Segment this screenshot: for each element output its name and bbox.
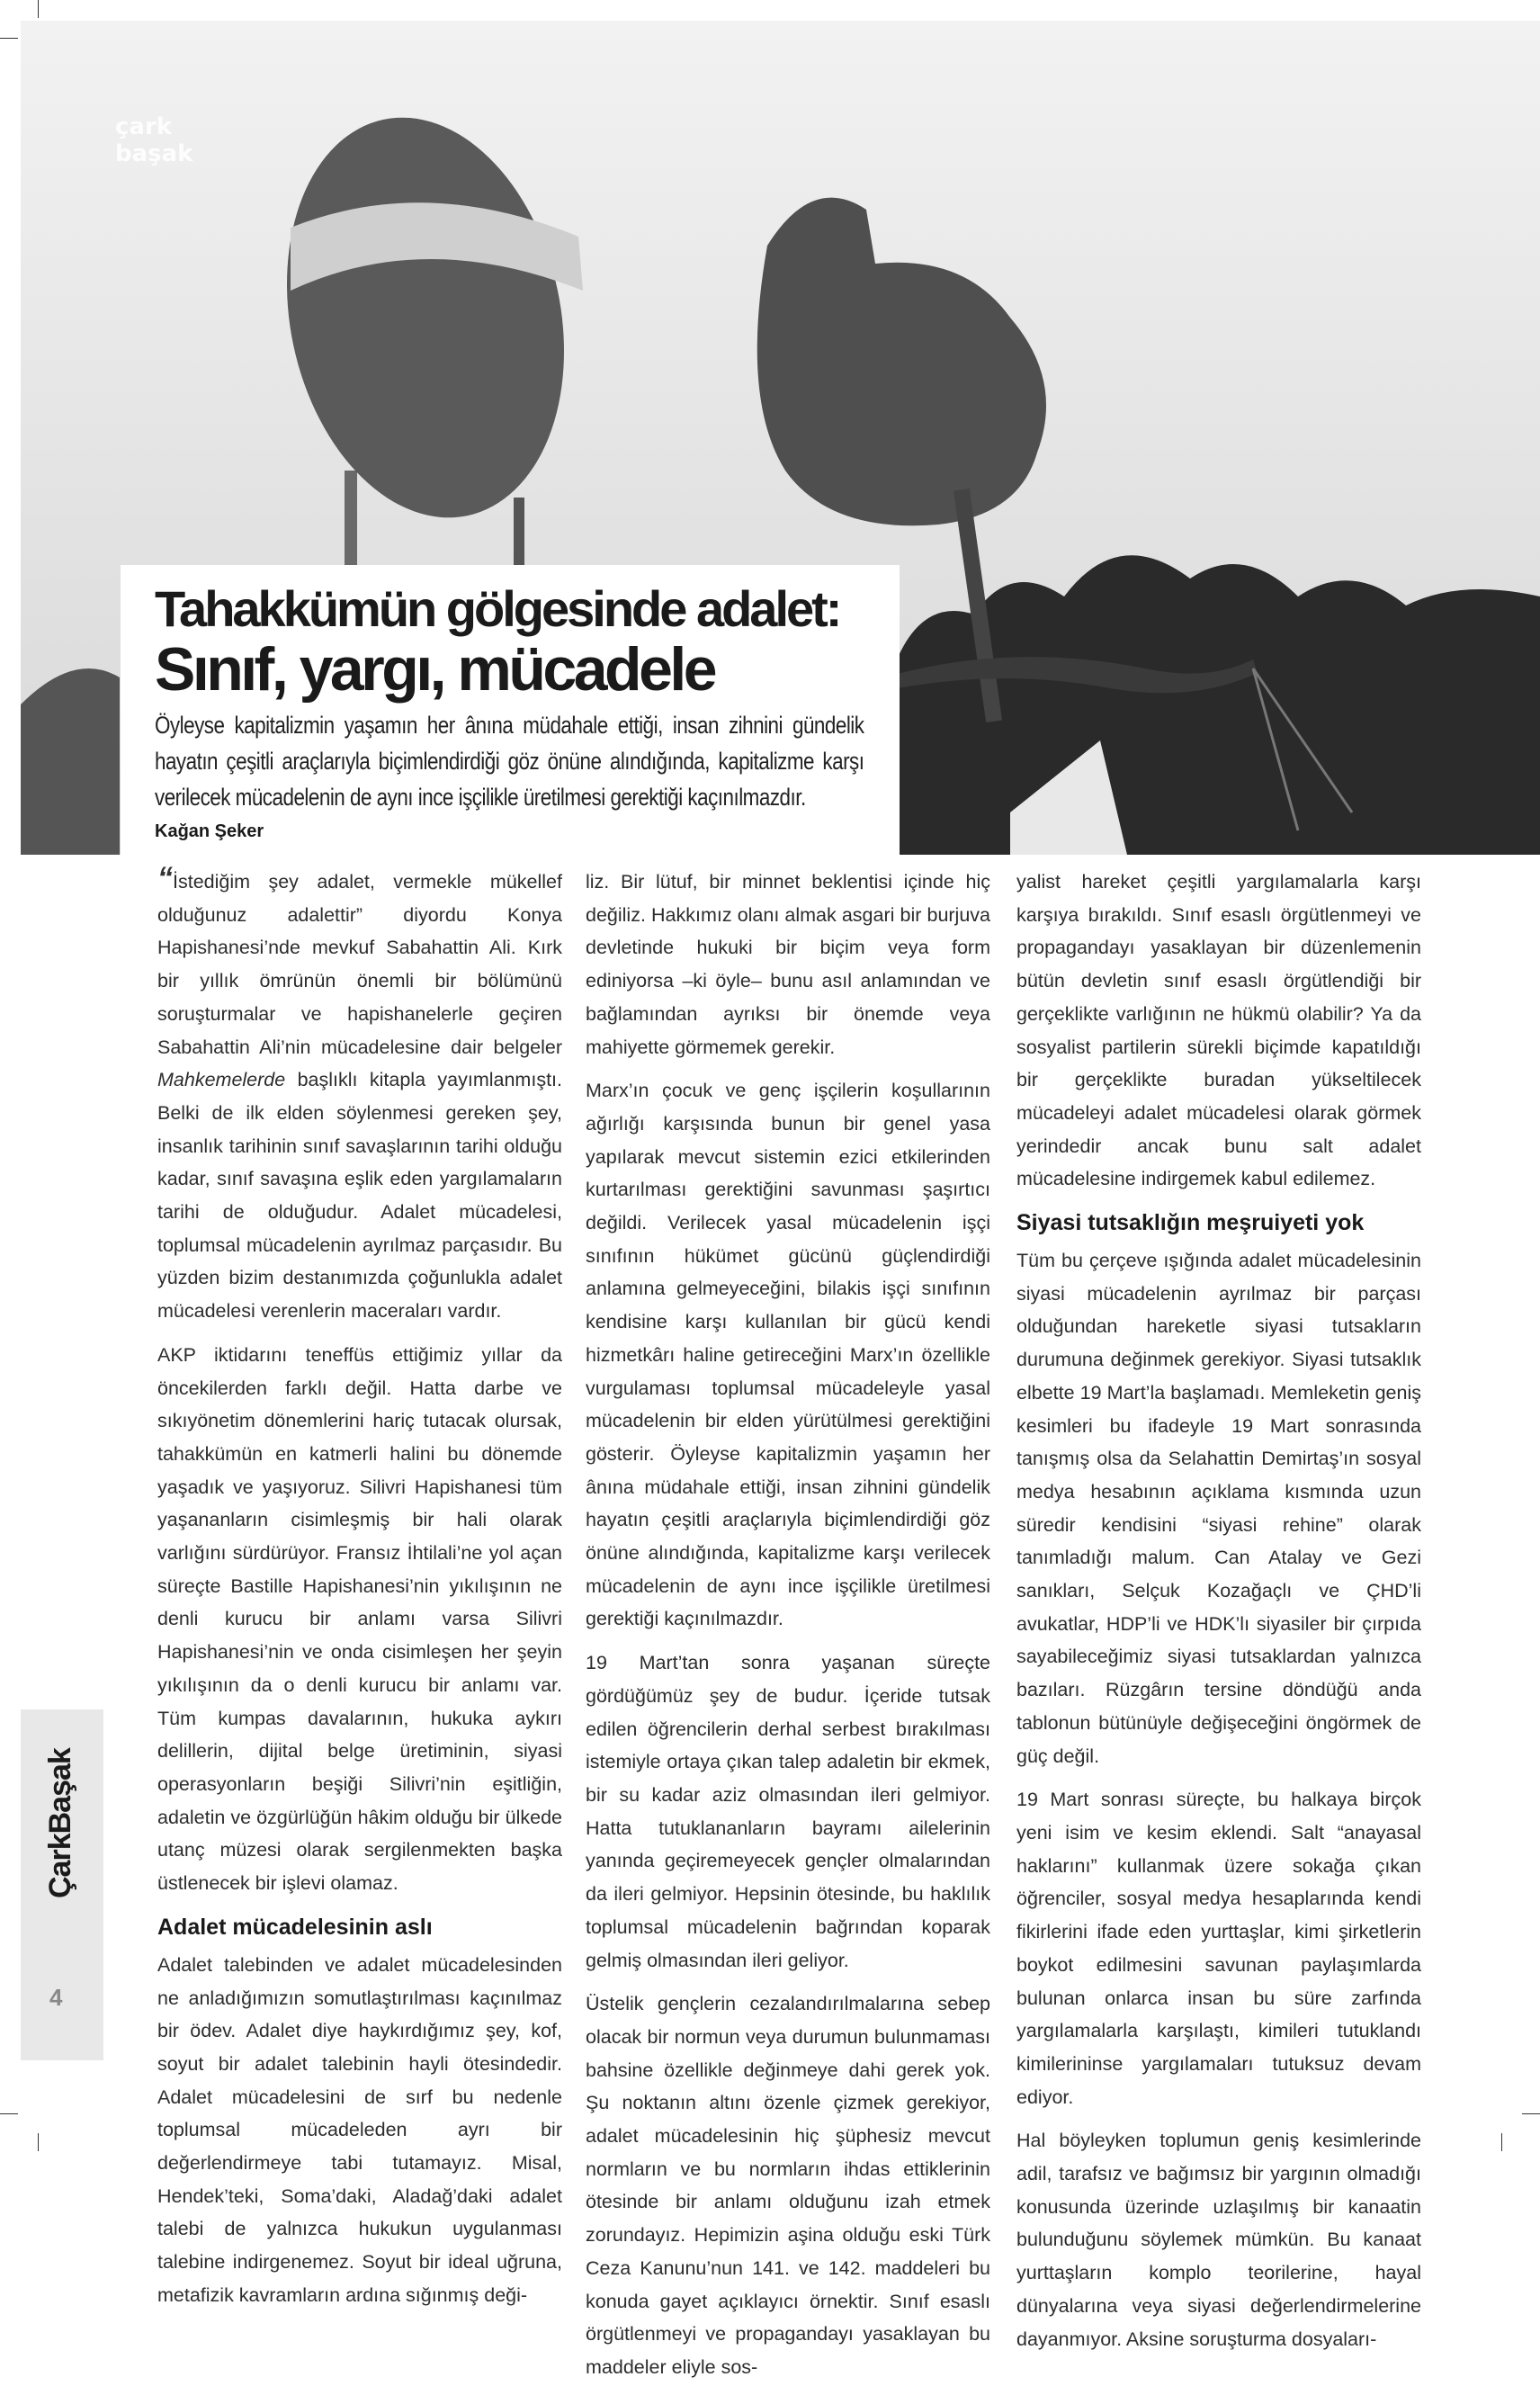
quote-mark: “ — [157, 861, 173, 895]
text: başlıklı kitapla yayımlanmıştı. Belki de ilk elden söylenmesi gereken şey, insanlık tarihinin sınıf savaşlarının tarihi olduğu kadar, sınıf savaşına eşlik eden yargılamaların tarihi de olduğudur. Adalet mücadelesi, toplumsal mücadelenin ayrılmaz parçasıdır. Bu yüzden bizim destanımızda çoğunlukla adalet mücadelesi verenlerin maceraları vardır. — [157, 1069, 562, 1323]
section-heading: Siyasi tutsaklığın meşruiyeti yok — [1016, 1210, 1365, 1236]
paragraph: Üstelik gençlerin cezalandırılmalarına sebep olacak bir normun veya durumun bulunmaması bahsine özellikle değinmeye dahi gerek yok. Şu noktanın altını özenle çizmek gerekiyor, adalet mücadelesinin hiç şüphesiz mevcut normların ve bu normların ihdas ettiklerinin ötesinde bir anlamı olduğunu izah etmek zorundayız. Hepimizin aşina olduğu eski Türk Ceza Kanunu’nun 141. ve 142. maddeleri bu konuda gayet açıklayıcı örnektir. Sınıf esaslı örgütlenmeyi ve propagandayı yasaklayan bu maddeler eliyle sos- — [586, 1993, 990, 2378]
subheadline: Sınıf, yargı, mücadele — [155, 635, 715, 704]
paragraph: Marx’ın çocuk ve genç işçilerin koşullarının ağırlığı karşısında bunun bir genel yasa yapılarak mevcut sistemin ezici etkilerinden kurtarılması gerektiğini savunması şaşırtıcı değildi. Verilecek yasal mücadelenin işçi sınıfının hükümet gücünü güçlendirdiği anlamına gelmeyeceğini, bilakis işçi sınıfının kendisine karşı kullanılan bir gücü kendi hizmetkârı haline getireceğini Marx’ın özellikle vurgulaması toplumsal mücadeleyle yasal mücadelenin bir elden yürütülmesi gerektiğini gösterir. Öyleyse kapitalizmin yaşamın her ânına müdahale ettiği, insan zihnini gündelik hayatın çeşitli araçlarıyla biçimlendirdiği göz önüne alındığında, kapitalizme karşı verilecek mücadelenin de aynı ince işçilikle üretilmesi gerektiği kaçınılmazdır. — [586, 1080, 990, 1630]
book-title: Mahkemelerde — [157, 1069, 286, 1091]
crop-mark — [1522, 2113, 1540, 2114]
paragraph: yalist hareket çeşitli yargılamalarla karşı karşıya bırakıldı. Sınıf esaslı örgütlenmeyi ve propagandayı yasaklayan bir düzenlemenin bütün devletin sınıf esaslı örgütlendiği bir gerçeklikte varlığının ne hükmü olabilir? Ya da sosyalist partilerin sürekli biçimde kapatıldığı bir gerçeklikte buradan yükseltilecek mücadeleyi adalet mücadelesi olarak görmek yerindedir ancak bunu salt adalet mücadelesine indirgemek kabul edilemez. — [1016, 871, 1421, 1190]
column-3 — [1016, 866, 1421, 2366]
magazine-logo — [115, 113, 192, 167]
crop-mark — [38, 0, 39, 18]
paragraph: Adalet talebinden ve adalet mücadelesinden ne anladığımızın somutlaştırılması kaçınılmaz bir ödev. Adalet diye haykırdığımız şey, kof, soyut bir adalet talebinin hayli ötesindedir. Adalet mücadelesini de sırf bu nedenle toplumsal mücadeleden ayrı bir değerlendirmeye tabi tutamayız. Misal, Hendek’teki, Soma’daki, Aladağ’daki adalet talebi de yalnızca hukukun uygulanması talebine indirgenemez. Soyut bir ideal uğruna, metafizik kavramların ardına sığınmış deği- — [157, 1953, 562, 2306]
column-2 — [586, 866, 990, 2395]
paragraph: Tüm bu çerçeve ışığında adalet mücadelesinin siyasi mücadelenin ayrılmaz bir parçası olduğundan hareketle siyasi tutsakların durumuna değinmek gerekiyor. Siyasi tutsaklık elbette 19 Mart’la başlamadı. Memleketin geniş kesimleri bu ifadeyle 19 Mart sonrasında tanışmış olsa da Selahattin Demirtaş’ın sosyal medya hesabının açıklama kısmında uzun süredir kendisini “siyasi rehine” olarak tanımladığı malum. Can Atalay ve Gezi sanıkları, Selçuk Kozağaçlı ve ÇHD’li avukatlar, HDP’li ve HDK’lı siyasiler bir çırpıda sayabileceğimiz siyasi tutsaklardan yalnızca bazıları. Rüzgârın tersine döndüğü anda tablonun bütünüyle değişeceğini öngörmek de güç değil. — [1016, 1250, 1421, 1767]
crop-mark — [38, 2133, 39, 2151]
crop-mark — [0, 38, 18, 39]
column-1 — [157, 861, 562, 2323]
paragraph: liz. Bir lütuf, bir minnet beklentisi içinde hiç değiliz. Hakkımız olanı almak asgari bir burjuva devletinde hukuki bir biçim veya form ediniyorsa –ki öyle– bunu asıl anlamından ve bağlamından ayrıksı bir önemde veya mahiyette görmemek gerekir. — [586, 871, 990, 1058]
paragraph: Hal böyleyken toplumun geniş kesimlerinde adil, tarafsız ve bağımsız bir yargının olmadığı konusunda üzerinde uzlaşılmış bir kanaatin bulunduğunu söylemek mümkün. Bu kanaat yurttaşların komplo teorilerine, hayal dünyalarına veya siyasi değerlendirmelerine dayanmıyor. Aksine soruşturma dosyaları- — [1016, 2130, 1421, 2350]
crop-mark — [1501, 2133, 1502, 2151]
paragraph: 19 Mart sonrası süreçte, bu halkaya birçok yeni isim ve kesim eklendi. Salt “anayasal haklarını” kullanmak üzere sokağa çıkan öğrenciler, sosyal medya hesaplarında kendi fikirlerini ifade eden yurttaşlar, kimi şirketlerin boykot edilmesini savunan paylaşımlarda bulunan onlarca insan bu süre zarfında yargılamalarla karşılaştı, kimileri tutuklandı kimilerininse yargılamaları tutuksuz devam ediyor. — [1016, 1789, 1421, 2108]
paragraph: 19 Mart’tan sonra yaşanan süreçte gördüğümüz şey de budur. İçeride tutsak edilen öğrencilerin derhal serbest bırakılması istemiyle ortaya çıkan talep adaletin bir ekmek, bir su kadar aziz olmasından ileri gelmiyor. Hatta tutuklananların bayramı ailelerinin yanında geçiremeyecek gençler olmalarından da ileri gelmiyor. Hepsinin ötesinde, bu haklılık toplumsal mücadelenin bağrından koparak gelmiş olmasından ileri geliyor. — [586, 1652, 990, 1971]
paragraph — [157, 861, 562, 1328]
paragraph: AKP iktidarını teneffüs ettiğimiz yıllar da öncekilerden farklı değil. Hatta darbe ve sıkıyönetim dönemlerini hariç tutacak olursak, tahakkümün en katmerli halini bu dönemde yaşadık ve yaşıyoruz. Silivri Hapishanesi tüm yaşananların cisimleşmiş bir hali olarak varlığını sürdürüyor. Fransız İhtilali’ne yol açan süreçte Bastille Hapishanesi’nin yıkılışının ne denli kurucu bir anlamı varsa Silivri Hapishanesi’nin ve onda cisimleşen her şeyin yıkılışının da o denli kurucu bir anlamı var. Tüm kumpas davalarının, hukuka aykırı delillerin, dijital belge üretiminin, siyasi operasyonların beşiği Silivri’nin eşitliğin, adaletin ve özgürlüğün hâkim olduğu bir ülkede utanç müzesi olarak sergilenmekten başka üstlenecek bir işlevi olamaz. — [157, 1343, 562, 1895]
article-deck: Öyleyse kapitalizmin yaşamın her ânına müdahale ettiği, insan zihnini gündelik hayatın çeşitli araçlarıyla biçimlendirdiği göz önüne alındığında, kapitalizme karşı verilecek mücadelenin de aynı ince işçilikle üretilmesi gerektiği kaçınılmazdır. — [155, 712, 864, 811]
headline: Tahakkümün gölgesinde adalet: — [155, 580, 840, 637]
section-heading: Adalet mücadelesinin aslı — [157, 1914, 433, 1940]
title-box — [121, 565, 900, 855]
sidebar-brand: ÇarkBaşak — [43, 1748, 77, 1898]
author-byline: Kağan Şeker — [155, 821, 264, 841]
logo-line2: başak — [115, 140, 193, 167]
text: İstediğim şey adalet, vermekle mükellef olduğunuz adalettir” diyordu Konya Hapishanesi’nde mevkuf Sabahattin Ali. Kırk bir yıllık ömrünün önemli bir bölümünü soruşturmalar ve hapishanelerle geçiren Sabahattin Ali’nin mücadelesine dair belgeler — [157, 871, 562, 1058]
crop-mark — [0, 2113, 18, 2114]
logo-line1: çark — [115, 113, 173, 140]
page-number: 4 — [49, 1984, 63, 2011]
deck-wrapper — [155, 707, 900, 819]
